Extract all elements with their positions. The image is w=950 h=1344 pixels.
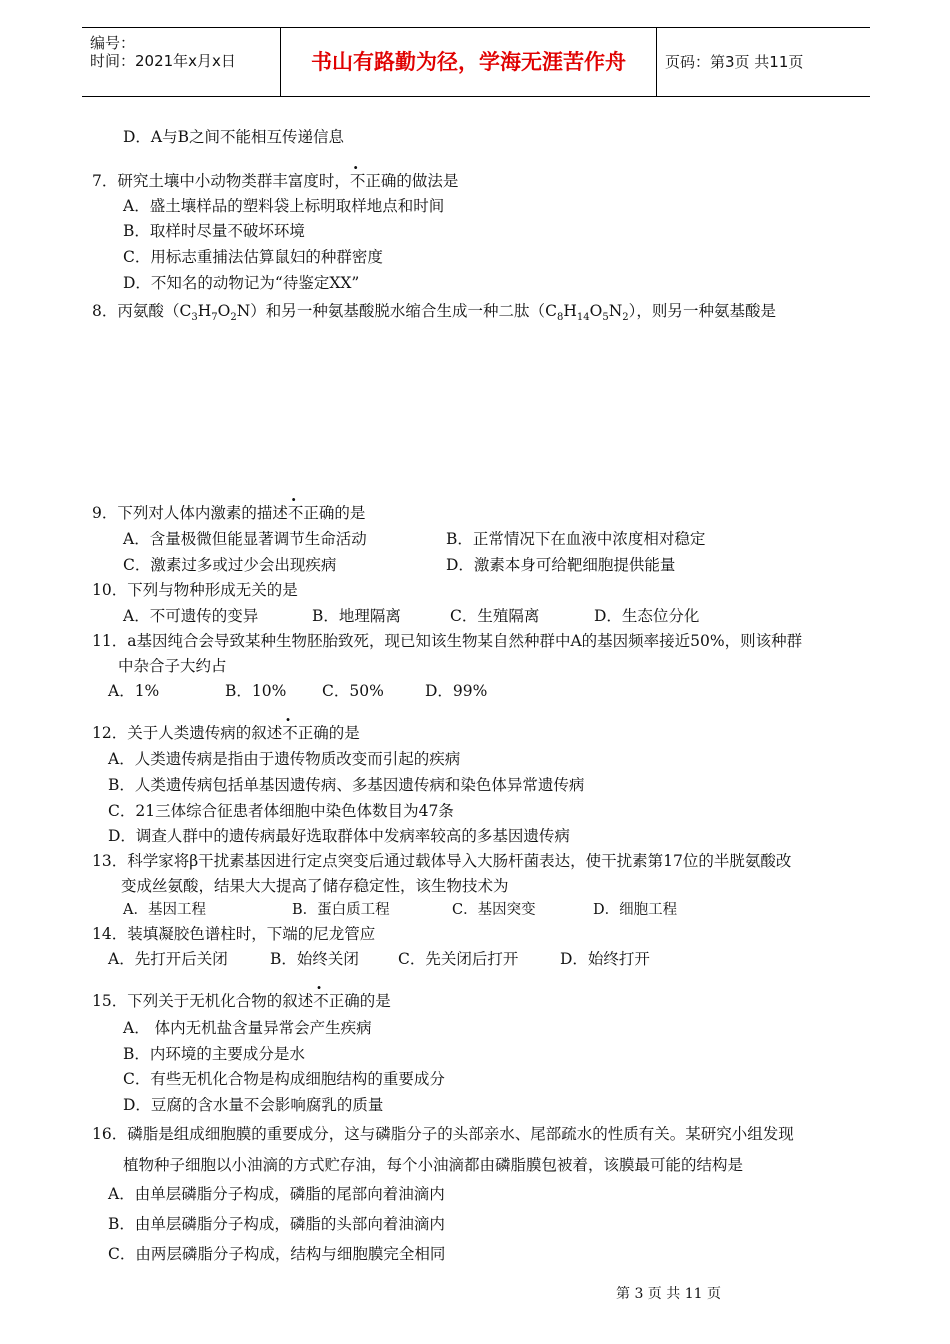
q9-option-d: D．激素本身可给靶细胞提供能量	[446, 556, 676, 574]
q11-option-d: D．99%	[425, 682, 488, 700]
q10-option-c: C．生殖隔离	[450, 607, 540, 625]
q9-option-c: C．激素过多或过少会出现疾病	[123, 556, 337, 574]
q13-stem-line1: 13．科学家将β干扰素基因进行定点突变后通过载体导入大肠杆菌表达，使干扰素第17位的半胱氨酸改	[92, 852, 792, 870]
q10-option-a: A．不可遗传的变异	[123, 607, 259, 625]
q16-option-a: A．由单层磷脂分子构成，磷脂的尾部向着油滴内	[108, 1185, 445, 1203]
q11-option-a: A．1%	[108, 682, 160, 700]
q7-option-b: B．取样时尽量不破坏环境	[123, 222, 305, 240]
q15-stem-a: 15．下列关于无机化合物的叙述	[92, 992, 314, 1010]
q7-stem-emphasis: 不	[349, 172, 366, 190]
page-label: 页码：第3页 共11页	[665, 53, 804, 71]
q11-stem-line2: 中杂合子大约占	[118, 657, 227, 675]
q14-option-a: A．先打开后关闭	[108, 950, 228, 968]
q9-stem-emphasis: 不	[287, 504, 304, 522]
q13-option-a: A．基因工程	[123, 902, 206, 918]
q12-stem	[92, 723, 360, 743]
q6-option-d: D．A与B之间不能相互传递信息	[123, 128, 345, 146]
page-footer: 第 3 页 共 11 页	[616, 1286, 721, 1302]
q12-option-a: A．人类遗传病是指由于遗传物质改变而引起的疾病	[108, 750, 461, 768]
page-header	[82, 27, 870, 97]
q11-stem-line1: 11．a基因纯合会导致某种生物胚胎致死，现已知该生物某自然种群中A的基因频率接近50%，则该种群	[92, 632, 803, 650]
q10-option-d: D．生态位分化	[594, 607, 700, 625]
q16-stem-line2: 植物种子细胞以小油滴的方式贮存油，每个小油滴都由磷脂膜包被着，该膜最可能的结构是	[123, 1156, 744, 1174]
q12-option-b: B．人类遗传病包括单基因遗传病、多基因遗传病和染色体异常遗传病	[108, 776, 585, 794]
q15-stem-b: 正确的是	[328, 992, 391, 1010]
q15-option-a: A． 体内无机盐含量异常会产生疾病	[123, 1019, 372, 1037]
q14-stem: 14．装填凝胶色谱柱时，下端的尼龙管应	[92, 925, 376, 943]
q13-stem-line2: 变成丝氨酸，结果大大提高了储存稳定性，该生物技术为	[121, 877, 509, 895]
q12-option-c: C．21三体综合征患者体细胞中染色体数目为47条	[108, 802, 454, 820]
q12-stem-b: 正确的是	[297, 724, 360, 742]
q8-stem: 8．丙氨酸$(C_3H_7O_2N)$和另一种氨基酸脱水缩合生成一种二肽$(C_8H_{14}O_5N_2)$，则另一种氨基酸是	[92, 302, 777, 324]
q13-option-b: B．蛋白质工程	[292, 902, 390, 918]
q7-option-d: D．不知名的动物记为“待鉴定XX”	[123, 274, 360, 292]
q15-option-b: B．内环境的主要成分是水	[123, 1045, 305, 1063]
q9-stem	[92, 503, 365, 523]
q13-option-c: C．基因突变	[452, 902, 536, 918]
q14-option-b: B．始终关闭	[270, 950, 359, 968]
q15-option-c: C．有些无机化合物是构成细胞结构的重要成分	[123, 1070, 445, 1088]
q9-stem-b: 正确的是	[303, 504, 366, 522]
time-label: 时间：2021年x月x日	[90, 52, 236, 70]
q12-stem-a: 12．关于人类遗传病的叙述	[92, 724, 283, 742]
q16-option-c: C．由两层磷脂分子构成，结构与细胞膜完全相同	[108, 1245, 446, 1263]
q15-stem-emphasis: 不	[313, 992, 329, 1010]
q11-option-b: B．10%	[225, 682, 287, 700]
q16-option-b: B．由单层磷脂分子构成，磷脂的头部向着油滴内	[108, 1215, 445, 1233]
q7-option-c: C．用标志重捕法估算鼠妇的种群密度	[123, 248, 383, 266]
q9-option-a: A．含量极微但能显著调节生命活动	[123, 530, 367, 548]
q13-option-d: D．细胞工程	[593, 902, 678, 918]
motto: 书山有路勤为径，学海无涯苦作舟	[281, 28, 657, 96]
q15-option-d: D．豆腐的含水量不会影响腐乳的质量	[123, 1096, 384, 1114]
q10-stem: 10．下列与物种形成无关的是	[92, 581, 298, 599]
q7-stem	[92, 171, 458, 191]
q14-option-c: C．先关闭后打开	[398, 950, 519, 968]
q16-stem-line1: 16．磷脂是组成细胞膜的重要成分，这与磷脂分子的头部亲水、尾部疏水的性质有关。某研究小组发现	[92, 1125, 794, 1143]
q7-stem-a: 7．研究土壤中小动物类群丰富度时，	[92, 172, 350, 190]
q12-option-d: D．调查人群中的遗传病最好选取群体中发病率较高的多基因遗传病	[108, 827, 570, 845]
header-meta	[82, 28, 281, 96]
q10-option-b: B．地理隔离	[312, 607, 401, 625]
q7-option-a: A．盛土壤样品的塑料袋上标明取样地点和时间	[123, 197, 445, 215]
q9-stem-a: 9．下列对人体内激素的描述	[92, 504, 288, 522]
q14-option-d: D．始终打开	[560, 950, 650, 968]
q11-option-c: C．50%	[322, 682, 384, 700]
q12-stem-emphasis: 不	[282, 724, 298, 742]
q7-stem-b: 正确的做法是	[365, 172, 459, 190]
q15-stem	[92, 991, 391, 1011]
number-label: 编号：	[90, 34, 136, 52]
q9-option-b: B．正常情况下在血液中浓度相对稳定	[446, 530, 706, 548]
